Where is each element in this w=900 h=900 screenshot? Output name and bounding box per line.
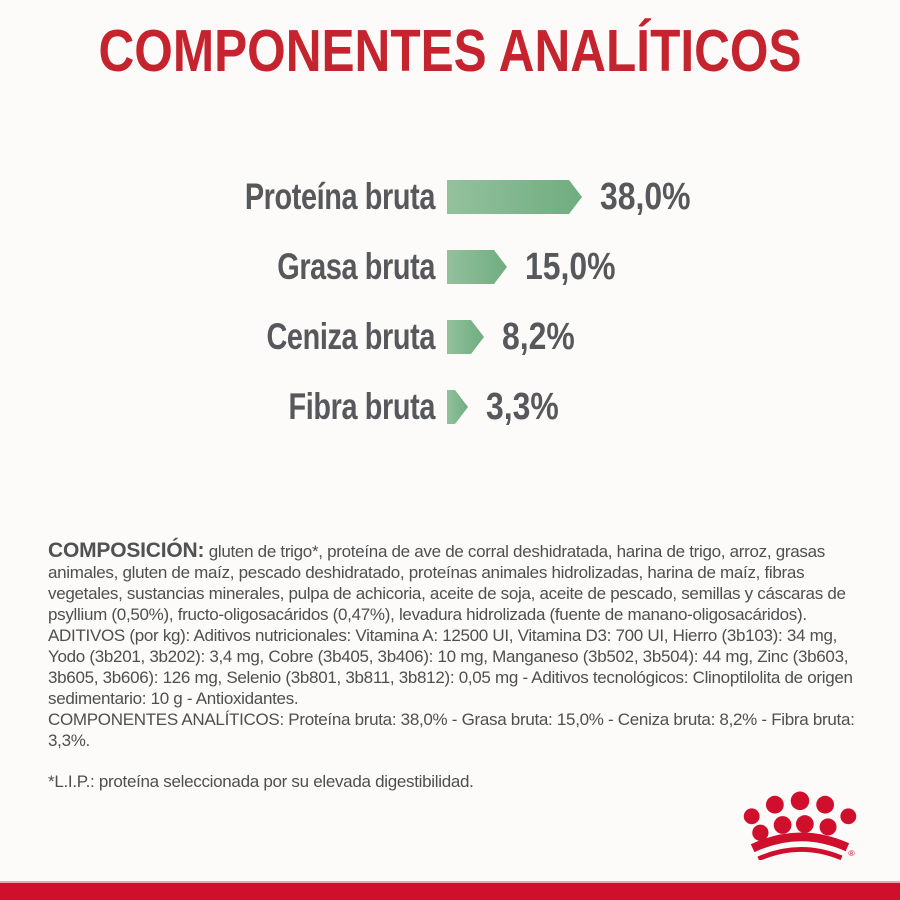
crown-base-arcs [753,837,848,859]
bar-arrow [447,180,582,214]
chart-row [0,162,900,232]
composition-paragraph [48,540,862,625]
page-title: COMPONENTES ANALÍTICOS [98,18,802,84]
component-value: 15,0% [525,245,616,288]
composition-text: gluten de trigo*, proteína de ave de corral deshidratada, harina de trigo, arroz, grasas animales, gluten de maíz, pescado deshidratado, proteínas animales hidrolizadas, harina de maíz, fibras vegetales, sustancias minerales, pulpa de achicoria, aceite de soja, aceite de pescado, semillas y cáscaras de psyllium (0,50%), fructo-oligosacáridos (0,47%), levadura hidrolizada (fuente de manano-oligosacáridos). [48,542,846,624]
lip-footnote: *L.I.P.: proteína seleccionada por su elevada digestibilidad. [48,772,474,791]
chart-row [0,372,900,442]
additives-paragraph: ADITIVOS (por kg): Aditivos nutricionales: Vitamina A: 12500 UI, Vitamina D3: 700 UI, Hierro (3b103): 34 mg, Yodo (3b201, 3b202): 3,4 mg, Cobre (3b405, 3b406): 10 mg, Manganeso (3b502, 3b504): 44 mg, Zinc (3b603, 3b605, 3b606): 126 mg, Selenio (3b801, 3b811, 3b812): 0,05 mg - Aditivos tecnológicos: Clinoptilolita de origen sedimentario: 10 g - Antioxidantes. [48,626,853,708]
footer-brand-bar [0,881,900,900]
component-value: 38,0% [600,175,691,218]
analytical-components-chart [0,162,900,442]
chart-row [0,302,900,372]
component-value: 3,3% [486,385,559,428]
component-label: Fibra bruta [288,386,435,427]
royal-canin-crown-logo [742,790,858,860]
component-label: Proteína bruta [244,176,435,217]
component-label: Grasa bruta [277,246,435,287]
analytics-summary-paragraph: COMPONENTES ANALÍTICOS: Proteína bruta: 38,0% - Grasa bruta: 15,0% - Ceniza bruta: 8,2% - Fibra bruta: 3,3%. [48,710,855,750]
composition-label: COMPOSICIÓN: [48,539,205,562]
registered-trademark-icon: ® [848,847,855,858]
bar-arrow [447,390,468,424]
ingredients-text-block [48,540,862,792]
bar-arrow [447,320,484,354]
component-value: 8,2% [502,315,575,358]
component-label: Ceniza bruta [266,316,435,357]
bar-arrow [447,250,507,284]
chart-row [0,232,900,302]
